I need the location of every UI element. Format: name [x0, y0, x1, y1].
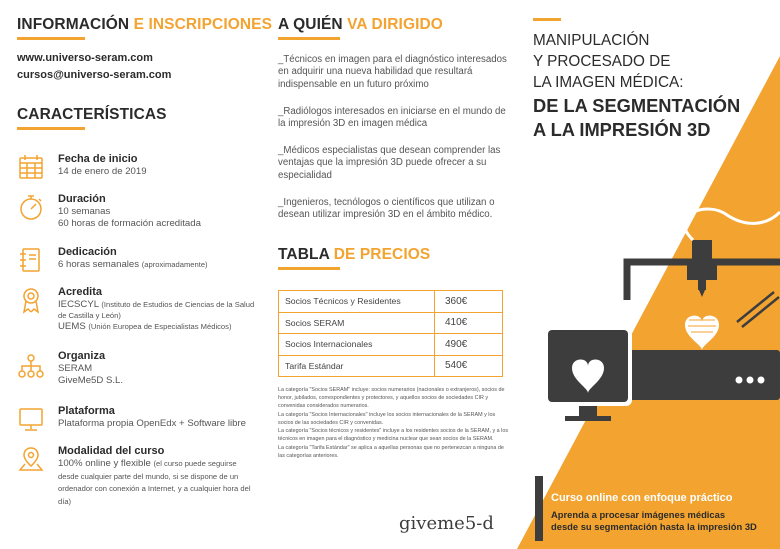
price-value: 490€: [435, 334, 503, 356]
duration-hours: 60 horas de formación acreditada: [58, 218, 201, 229]
tagline: Curso online con enfoque práctico: [551, 492, 733, 504]
notebook-icon: [17, 246, 45, 274]
dedication-title: Dedicación: [58, 246, 117, 258]
feature-dedication: [0, 246, 262, 276]
accreditation-text: [58, 299, 256, 332]
prices-title-a: TABLA: [278, 246, 330, 263]
org-chart-icon: [17, 352, 45, 380]
modality-text: [58, 458, 256, 508]
info-title-a: INFORMACIÓN: [17, 16, 130, 33]
price-row: [279, 291, 503, 313]
duration-text: [58, 206, 256, 230]
accreditation-title: Acredita: [58, 286, 103, 298]
modality-note: (el curso puede seguirse desde cualquier parte del mundo, si se dispone de un ordenador con conexión a Internet, y a cualquier hora del día): [58, 459, 251, 506]
audience-item: _Técnicos en imagen para el diagnóstico interesados en adquirir una nueva habilidad que resultará indispensable en un futuro próximo: [278, 54, 507, 90]
price-table: [278, 290, 503, 377]
price-label: Tarifa Estándar: [279, 355, 435, 377]
seram-logo-sub: Sociedad Española de Radiología Médica: [300, 532, 367, 536]
stopwatch-icon: [17, 193, 45, 221]
features-underline: [17, 127, 85, 130]
left-panel: [0, 0, 273, 549]
info-underline: [17, 37, 85, 40]
duration-weeks: 10 semanas: [58, 206, 111, 217]
cover-panel: [517, 0, 780, 549]
modality-online: 100% online y flexible: [58, 458, 151, 469]
price-note: La categoría "Socios técnicos y residentes" incluye a los residentes socios de la SERAM, y a los técnicos en imagen para el diagnóstico y medicina nuclear que sean socios de la SERAM.: [278, 428, 509, 443]
monitor-icon: [17, 405, 45, 433]
award-ribbon-icon: [17, 286, 45, 314]
accreditation-uems: UEMS: [58, 321, 86, 332]
cover-title-bold: A LA IMPRESIÓN 3D: [533, 119, 711, 140]
audience-title: [278, 16, 443, 34]
cover-title-bold: DE LA SEGMENTACIÓN: [533, 95, 741, 116]
feature-start-date: [0, 153, 262, 183]
audience-item: _Radiólogos interesados en iniciarse en el mundo de la impresión 3D en imagen médica: [278, 106, 506, 130]
dedication-hours: 6 horas semanales: [58, 259, 140, 270]
features-title: CARACTERÍSTICAS: [17, 106, 167, 123]
email-link[interactable]: cursos@universo-seram.com: [17, 69, 172, 81]
modality-title: Modalidad del curso: [58, 445, 165, 457]
seram-logo-text: seram: [300, 511, 362, 533]
prices-title: [278, 246, 430, 264]
tagline-bar: [535, 476, 543, 541]
price-row: [279, 355, 503, 377]
giveme5d-logo: giveme5-d: [399, 513, 494, 534]
price-value: 360€: [435, 291, 503, 313]
price-row: [279, 312, 503, 334]
tagline-sub: Aprenda a procesar imágenes médicas: [551, 509, 726, 520]
cover-title-line: MANIPULACIÓN: [533, 32, 650, 49]
price-value: 540€: [435, 355, 503, 377]
start-date-value: 14 de enero de 2019: [58, 166, 147, 177]
cover-title-line: Y PROCESADO DE: [533, 53, 671, 70]
price-row: [279, 334, 503, 356]
audience-title-a: A QUIÉN: [278, 16, 343, 33]
prices-underline: [278, 267, 340, 270]
platform-title: Plataforma: [58, 405, 115, 417]
feature-duration: [0, 193, 262, 233]
price-note: La categoría "Socios SERAM" incluye: socios numerarios (nacionales o extranjeros), socios de honor, jubilados, correspondientes y protectores, y aquellos socios de sociedades CIR y convenidas considerados numerarios.: [278, 387, 505, 409]
accreditation-uems-desc: (Unión Europea de Especialistas Médicos): [88, 322, 232, 331]
price-note: La categoría "Socios Internacionales" incluye los socios internacionales de la SERAM y los socios de las sociedades CIR y convenidas.: [278, 411, 496, 426]
accreditation-iecscyl: IECSCYL: [58, 299, 99, 310]
organizer-title: Organiza: [58, 350, 106, 362]
location-map-icon: [17, 445, 45, 473]
dedication-note: (aproximadamente): [141, 260, 208, 269]
accreditation-iecscyl-desc: (Instituto de Estudios de Ciencias de la Salud de Castilla y León): [58, 300, 255, 320]
dedication-text: [58, 259, 256, 271]
info-title: [17, 16, 272, 34]
price-note: La categoría "Tarifa Estándar" se aplica a aquellas personas que no pertenezcan a ninguna de las categorías anteriores.: [278, 444, 504, 459]
3d-printer-illustration: [517, 0, 780, 549]
prices-title-b: DE PRECIOS: [333, 246, 431, 263]
calendar-icon: [17, 153, 45, 181]
audience-title-b: VA DIRIGIDO: [347, 16, 443, 33]
website-link[interactable]: www.universo-seram.com: [17, 52, 153, 64]
seram-logo: [300, 512, 380, 536]
price-label: Socios SERAM: [279, 312, 435, 334]
feature-platform: [0, 405, 262, 435]
tagline-sub: desde su segmentación hasta la impresión 3D: [551, 521, 757, 532]
price-notes: [278, 386, 510, 460]
audience-item: _Ingenieros, tecnólogos o científicos que utilizan o desean utilizar impresión 3D en el ámbito médico.: [278, 197, 495, 221]
start-date-title: Fecha de inicio: [58, 153, 138, 165]
price-label: Socios Técnicos y Residentes: [279, 291, 435, 313]
organizer-text: [58, 363, 256, 387]
info-title-b: E INSCRIPCIONES: [133, 16, 273, 33]
feature-modality: [0, 445, 262, 505]
cover-title-line: LA IMAGEN MÉDICA:: [533, 74, 684, 91]
audience-item: _Médicos especialistas que desean comprender las ventajas que la impresión 3D puede ofrecer a su especialidad: [278, 145, 501, 181]
middle-panel: [262, 0, 517, 549]
organizer-seram: SERAM: [58, 363, 93, 374]
price-label: Socios Internacionales: [279, 334, 435, 356]
feature-organizer: [0, 350, 262, 390]
audience-underline: [278, 37, 340, 40]
organizer-giveme5d: GiveMe5D S.L.: [58, 375, 124, 386]
feature-accreditation: [0, 286, 262, 341]
duration-title: Duración: [58, 193, 106, 205]
platform-text: Plataforma propia OpenEdx + Software libre: [58, 418, 246, 429]
price-value: 410€: [435, 312, 503, 334]
